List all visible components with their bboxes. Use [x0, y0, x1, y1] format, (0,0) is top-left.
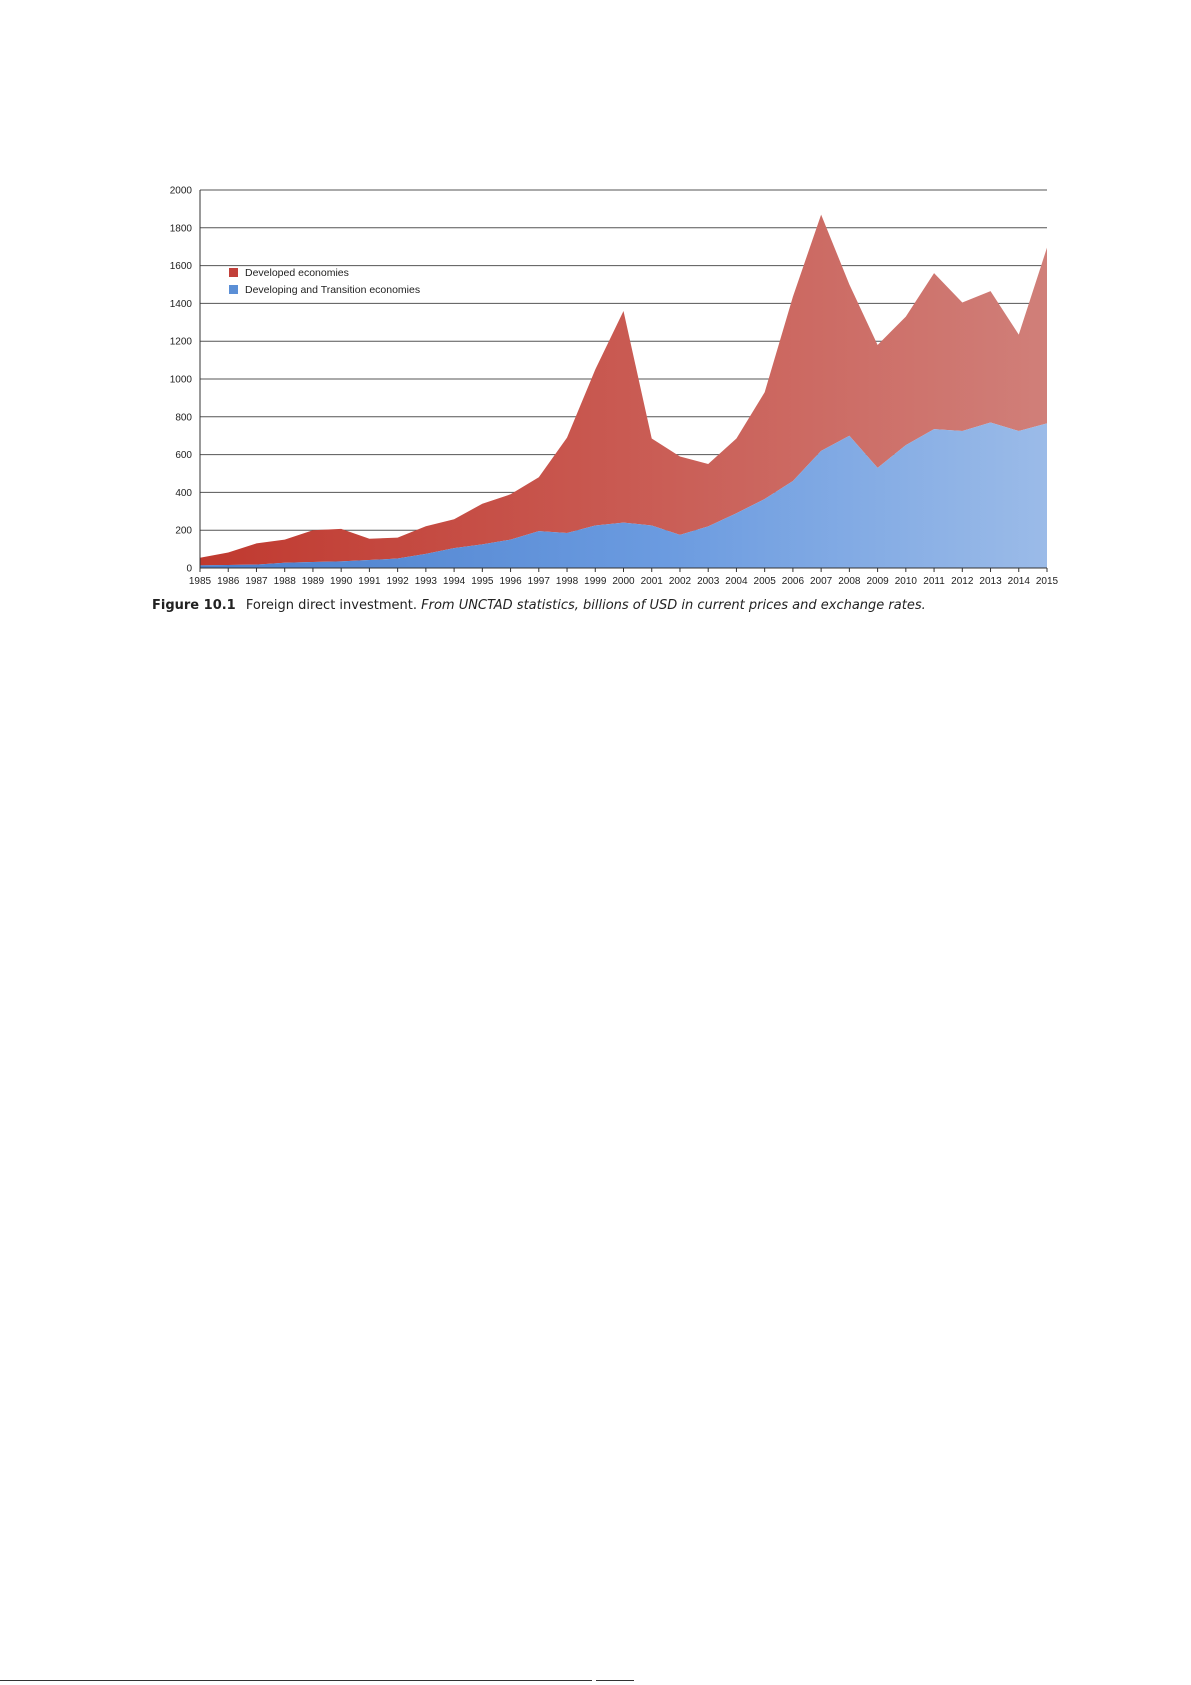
x-tick-label: 1993: [414, 576, 437, 587]
y-tick-label: 200: [175, 525, 192, 537]
figure-label: Figure 10.1: [152, 598, 236, 613]
x-tick-label: 2007: [810, 576, 833, 587]
x-tick-label: 1988: [273, 576, 296, 587]
x-tick-label: 2010: [894, 576, 917, 587]
y-tick-label: 1600: [169, 261, 192, 273]
y-tick-label: 1200: [169, 336, 192, 348]
figure-caption: [152, 598, 926, 613]
legend-label: Developed economies: [245, 267, 349, 279]
x-tick-label: 1985: [188, 576, 212, 587]
x-tick-label: 2002: [668, 576, 692, 587]
y-tick-label: 600: [175, 450, 192, 462]
legend-swatch: [229, 268, 238, 277]
x-tick-label: 1994: [442, 576, 466, 587]
y-tick-label: 0: [186, 563, 192, 575]
x-tick-label: 2004: [725, 576, 748, 587]
y-tick-label: 400: [175, 487, 192, 499]
x-tick-label: 2000: [612, 576, 635, 587]
page-rule-short: [596, 1680, 634, 1681]
y-tick-label: 1400: [169, 298, 192, 310]
x-tick-label: 1997: [527, 576, 550, 587]
figure-source: From UNCTAD statistics, billions of USD in current prices and exchange rates.: [421, 598, 926, 613]
x-tick-label: 1998: [555, 576, 579, 587]
x-tick-label: 1999: [584, 576, 607, 587]
x-tick-label: 2015: [1035, 576, 1059, 587]
legend-label: Developing and Transition economies: [245, 284, 421, 296]
x-tick-label: 2011: [923, 576, 945, 587]
x-tick-label: 1992: [386, 576, 409, 587]
x-tick-label: 2003: [697, 576, 720, 587]
y-tick-label: 1800: [169, 223, 192, 235]
x-tick-label: 2012: [951, 576, 974, 587]
page-rule: [0, 1680, 592, 1681]
y-tick-label: 800: [175, 412, 192, 424]
x-tick-label: 1986: [217, 576, 240, 587]
x-tick-label: 2005: [753, 576, 776, 587]
x-tick-label: 2001: [640, 576, 663, 587]
legend-swatch: [229, 285, 238, 294]
x-tick-label: 1989: [301, 576, 325, 587]
x-tick-label: 2006: [781, 576, 805, 587]
y-tick-label: 1000: [169, 374, 192, 386]
x-tick-label: 1995: [471, 576, 494, 587]
x-tick-label: 2014: [1007, 576, 1030, 587]
x-tick-label: 2008: [838, 576, 861, 587]
y-tick-label: 2000: [169, 185, 192, 197]
x-tick-label: 1991: [358, 576, 381, 587]
x-tick-label: 2013: [979, 576, 1002, 587]
fdi-chart: [0, 0, 1191, 640]
x-tick-label: 2009: [866, 576, 889, 587]
figure-title: Foreign direct investment.: [245, 598, 417, 613]
x-tick-label: 1996: [499, 576, 522, 587]
legend: [229, 267, 420, 296]
x-tick-label: 1990: [330, 576, 353, 587]
x-tick-label: 1987: [245, 576, 268, 587]
